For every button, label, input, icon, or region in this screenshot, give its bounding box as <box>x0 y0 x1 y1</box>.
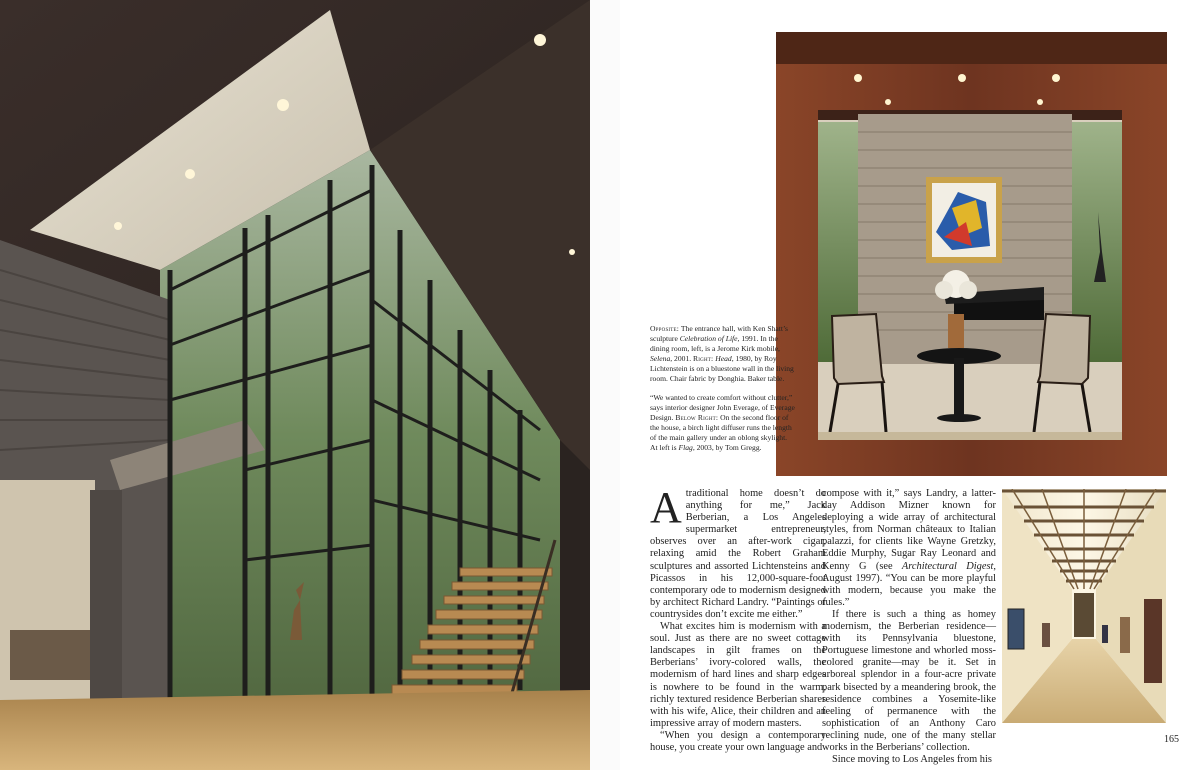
right-page <box>620 0 1200 770</box>
article-paragraph <box>650 621 826 730</box>
article-column-2 <box>822 488 996 766</box>
page-gutter <box>590 0 620 770</box>
paragraph-text: If there is such a thing as homey modernism, the Berberian residence—with its Pennsylvania bluestone, Portuguese limestone and whorled moss-colored granite—may be it. Set in arboreal splendor in a four-acre private park bisected by a meandering brook, the residence combines a Yosemite-like feeling of permanence with the sophistication of an Anthony Caro reclining nude, one of the many stellar works in the Berberians’ collection. <box>822 608 996 753</box>
caption-quote: “We wanted to create comfort without clutter,” says interior designer John Everage, of Everage Design. <box>650 393 795 422</box>
second-floor-gallery-photo <box>1002 489 1166 723</box>
page-number: 165 <box>1164 734 1179 745</box>
left-page-photo <box>0 0 590 770</box>
caption-title: Celebration of Life <box>679 334 738 343</box>
caption-text: On the second floor of the house, a birch light diffuser runs the length of the main gallery under an oblong skylight. At left is <box>650 413 792 452</box>
article-paragraph <box>650 730 826 754</box>
caption-title: Flag <box>678 443 693 452</box>
article-paragraph <box>650 483 826 621</box>
paragraph-text: “When you design a contemporary house, you create your own language and <box>650 729 826 753</box>
article-paragraph <box>822 754 996 766</box>
paragraph-text: Since moving to Los Angeles from his <box>832 754 992 766</box>
entrance-hall-photo <box>0 0 590 770</box>
photo-caption <box>650 324 795 462</box>
caption-title: Selena <box>650 354 671 363</box>
caption-paragraph-2 <box>650 393 795 453</box>
paragraph-text: traditional home doesn’t do anything for me,” Jack Berberian, a Los Angeles supermarket entrepreneur, observes over an after-work cigar, relaxing amid the Robert Graham sculptures and assorted Lichtensteins and Picassos in his 12,000-square-foot contemporary ode to modernism designed by architect Richard Landry. “Paintings of countrysides don’t excite me either.” <box>650 488 826 620</box>
drop-cap: A <box>650 483 682 532</box>
caption-label-below-right: Below Right: <box>675 413 719 422</box>
caption-text: , 1980, by Roy Lichtenstein is on a bluestone wall in the living room. Chair fabric by Donghia. Baker table. <box>650 354 794 383</box>
paragraph-text: , August 1997). “You can be more playful with modern, because you make the rules.” <box>822 560 996 608</box>
article-paragraph <box>822 488 996 609</box>
publication-title: Architectural Digest <box>901 560 994 572</box>
caption-label-right: Right: <box>693 354 714 363</box>
caption-text: The entrance hall, with Ken Shatt’s sculpture <box>650 324 789 343</box>
caption-text: , 2003, by Tom Gregg. <box>692 443 762 452</box>
dining-room-photo <box>776 32 1167 476</box>
article-paragraph <box>822 609 996 754</box>
caption-text: , 2001. <box>670 354 694 363</box>
caption-paragraph-1 <box>650 324 795 384</box>
paragraph-text: What excites him is modernism with a soul. Just as there are no sweet cottage landscapes in gilt frames on the Berberians’ ivory-colored walls, the modernism of hard lines and sharp edges is nowhere to be found in the warm, richly textured residence Berberian shares with his wife, Alice, their children and an impressive array of modern masters. <box>650 621 826 729</box>
caption-label-opposite: Opposite: <box>650 324 680 333</box>
caption-text: , 1991. In the dining room, left, is a Jerome Kirk mobile, <box>650 334 780 353</box>
caption-title: Head <box>715 354 732 363</box>
paragraph-text: compose with it,” says Landry, a latter-day Addison Mizner known for deploying a wide array of architectural styles, from Norman châteaux to Italian palazzi, for clients like Wayne Gretzky, Eddie Murphy, Sugar Ray Leonard and Kenny G (see <box>822 488 996 572</box>
article-column-1 <box>650 483 826 754</box>
